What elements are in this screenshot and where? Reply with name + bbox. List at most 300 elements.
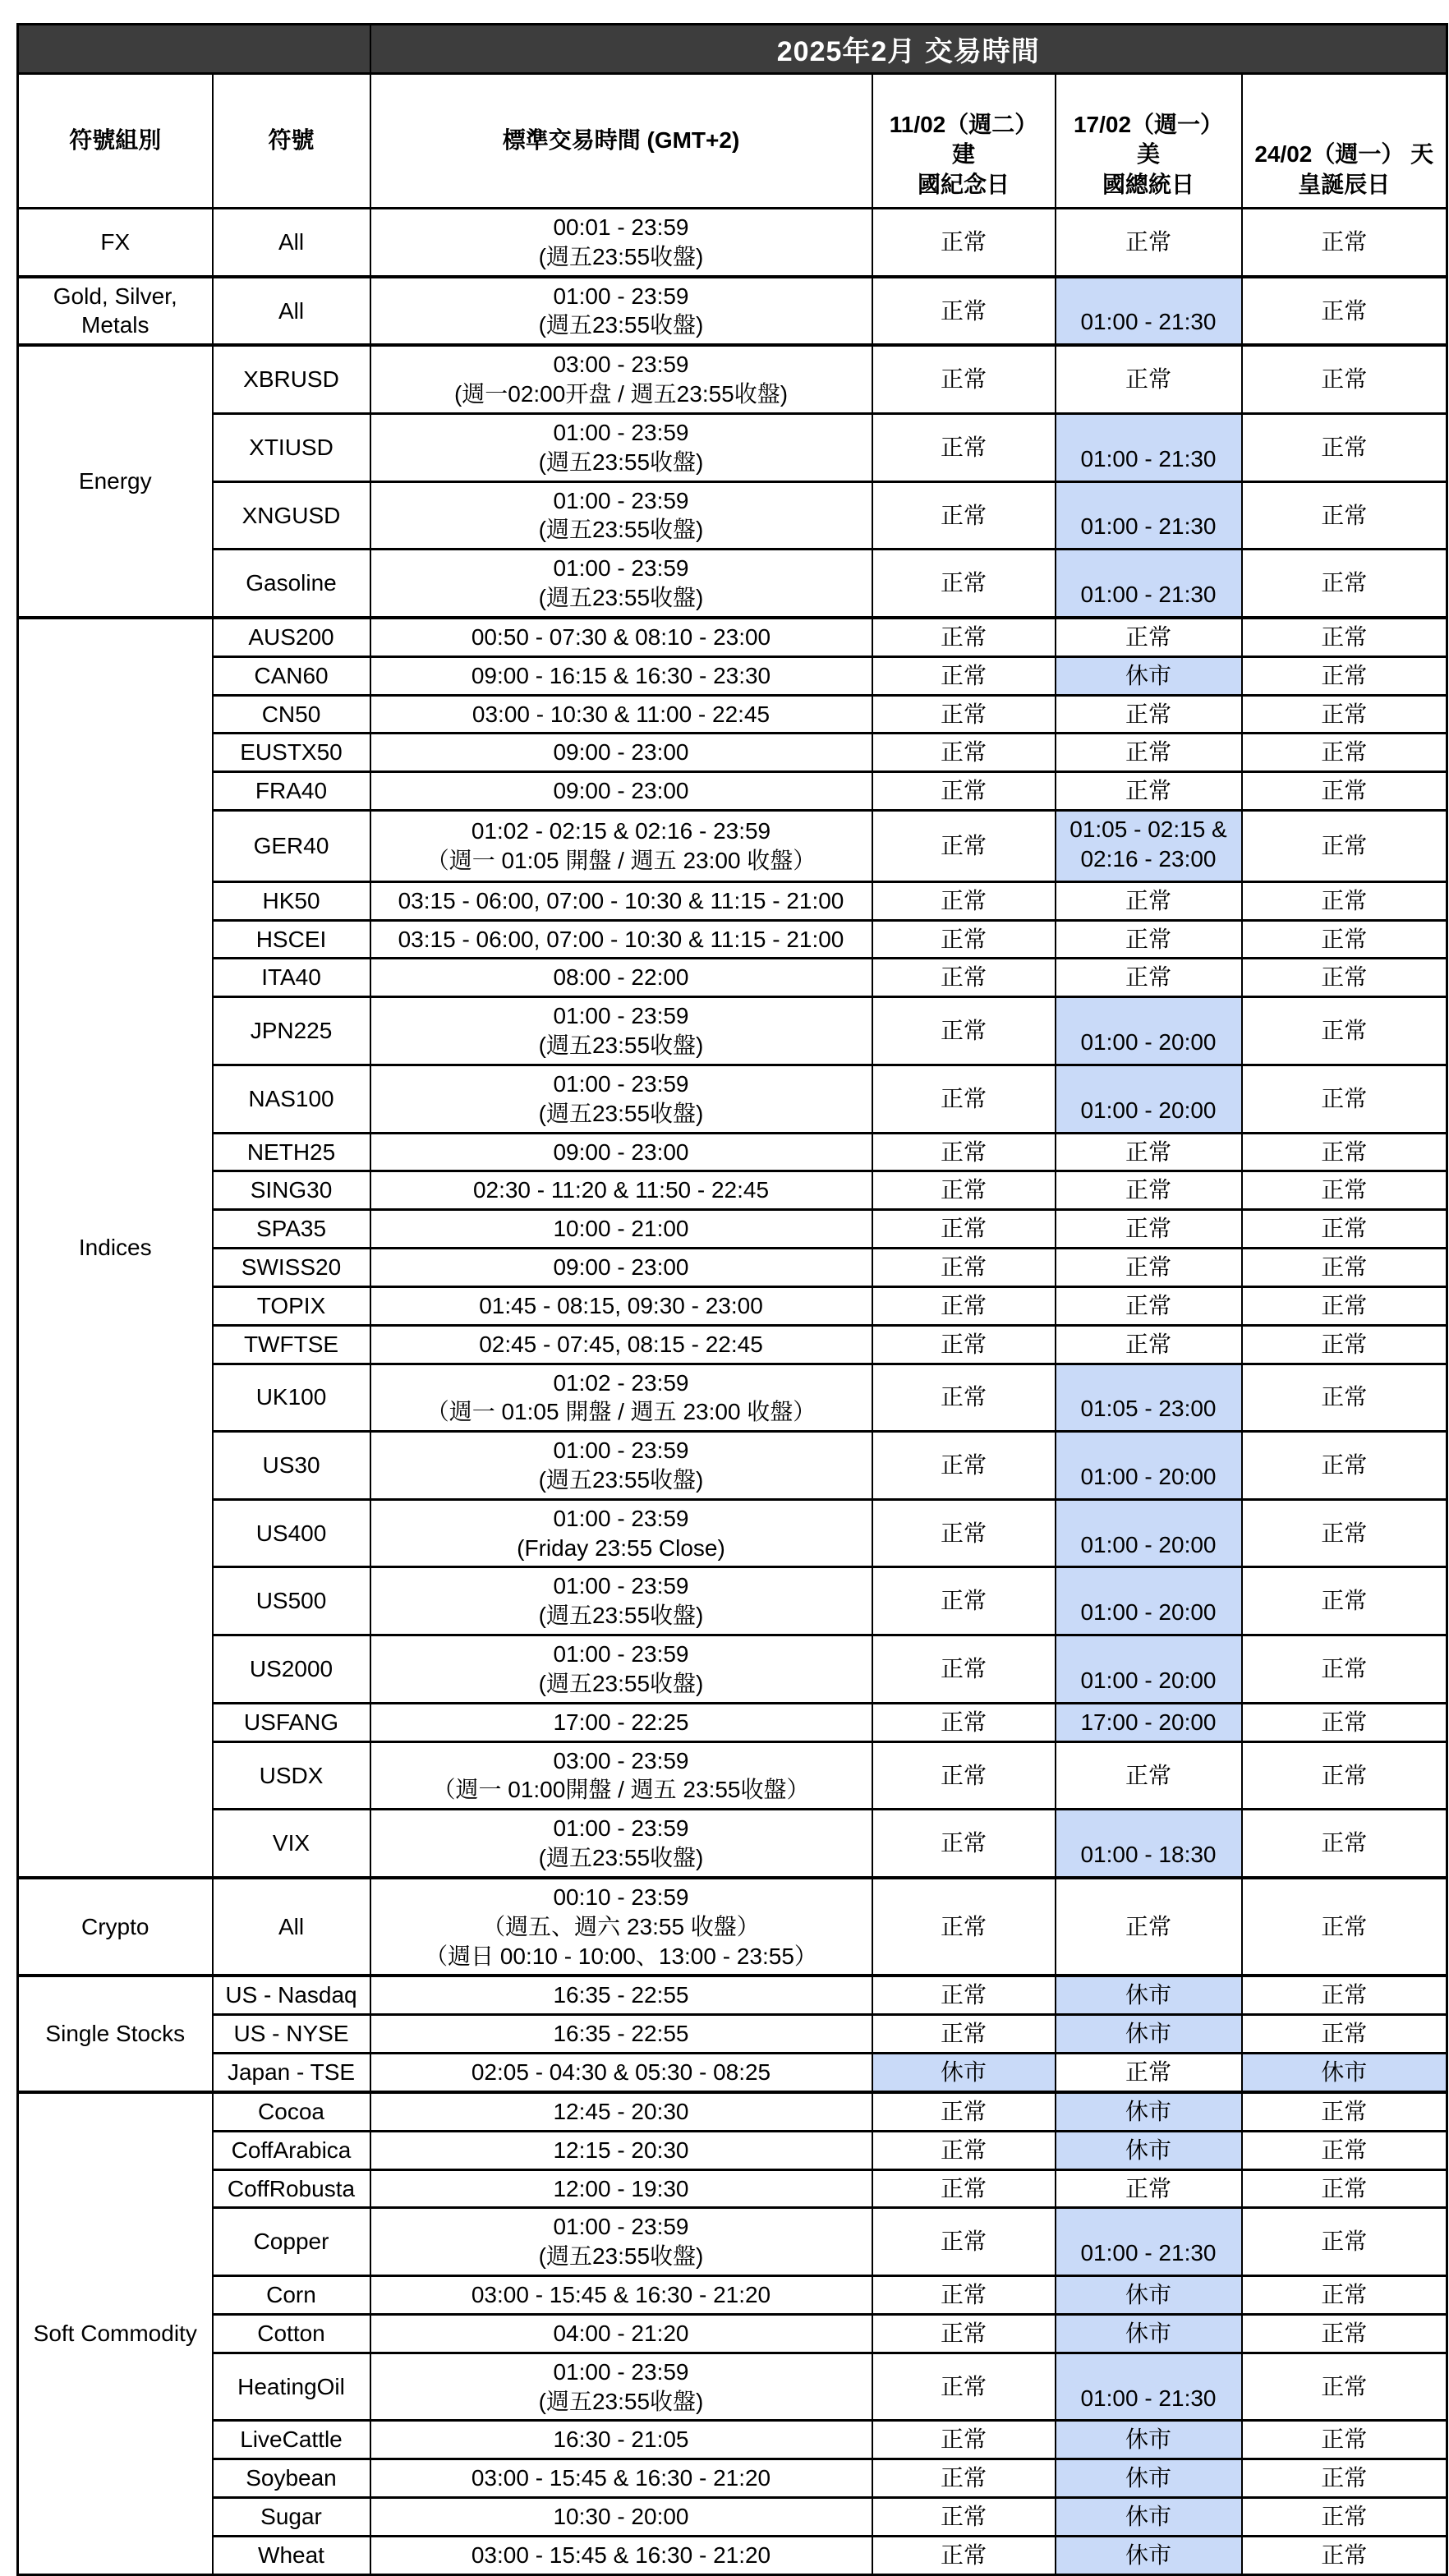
table-row (18, 1810, 1447, 1878)
table-row (18, 413, 1447, 481)
holiday-status-cell (1056, 2498, 1242, 2537)
text-line: 16:30 - 21:05 (553, 2426, 689, 2453)
text-line: (週五23:55收盤) (538, 243, 704, 269)
text-line: 正常 (940, 1520, 987, 1546)
symbol-cell: SWISS20 (213, 1249, 370, 1287)
holiday-status-cell (1056, 209, 1242, 277)
symbol-cell: US400 (213, 1499, 370, 1567)
table-row (18, 1133, 1447, 1171)
text-line: (週五23:55收盤) (538, 1033, 704, 1059)
text-line: 正常 (940, 778, 987, 804)
holiday-status-cell (872, 1976, 1056, 2014)
hours-cell (370, 2498, 872, 2537)
text-line: 正常 (940, 2098, 987, 2124)
holiday-status-cell (1242, 2536, 1447, 2574)
hours-cell (370, 2015, 872, 2054)
text-line: 正常 (940, 832, 987, 858)
symbol-cell: US30 (213, 1432, 370, 1500)
holiday-status-cell (1242, 618, 1447, 656)
table-row (18, 2314, 1447, 2353)
holiday-status-cell (1242, 1976, 1447, 2014)
text-line: 正常 (940, 1216, 987, 1242)
holiday-status-cell (1242, 2092, 1447, 2131)
table-row (18, 1635, 1447, 1704)
hours-cell (370, 2459, 872, 2498)
holiday-status-cell (872, 811, 1056, 882)
text-line: 正常 (1321, 1520, 1368, 1546)
text-line: 01:00 - 21:30 (1080, 582, 1217, 608)
text-line: 正常 (1321, 2229, 1368, 2255)
column-header-row (18, 74, 1447, 209)
text-line: 正常 (940, 502, 987, 528)
text-line: 正常 (1321, 1331, 1368, 1357)
holiday-status-cell (1056, 1810, 1242, 1878)
hours-cell (370, 618, 872, 656)
text-line: 03:00 - 23:59 (553, 352, 689, 378)
text-line: 皇誕辰日 (1298, 171, 1391, 197)
holiday-status-cell (1056, 695, 1242, 734)
table-row (18, 1567, 1447, 1635)
table-row (18, 811, 1447, 882)
text-line: 正常 (1321, 1709, 1368, 1735)
holiday-status-cell (1242, 2421, 1447, 2459)
text-line: 正常 (940, 662, 987, 688)
hours-cell (370, 550, 872, 618)
holiday-status-cell (872, 1286, 1056, 1325)
holiday-status-cell (872, 2498, 1056, 2537)
holiday-status-cell (1056, 618, 1242, 656)
table-row (18, 695, 1447, 734)
text-line: 01:00 - 23:59 (553, 1070, 689, 1097)
text-line: 正常 (1321, 2465, 1368, 2491)
symbol-cell: TOPIX (213, 1286, 370, 1325)
holiday-status-cell (1242, 1567, 1447, 1635)
holiday-status-cell (872, 997, 1056, 1065)
hours-cell (370, 1432, 872, 1500)
text-line: 00:50 - 07:30 & 08:10 - 23:00 (471, 623, 771, 650)
hours-cell (370, 2536, 872, 2574)
text-line: （週一 01:00開盤 / 週五 23:55收盤） (432, 1777, 810, 1803)
hours-cell (370, 734, 872, 772)
text-line: 正常 (1321, 662, 1368, 688)
text-line: 正常 (940, 2426, 987, 2453)
text-line: 正常 (1321, 297, 1368, 324)
text-line: 02:45 - 07:45, 08:15 - 22:45 (479, 1331, 763, 1357)
table-row (18, 2353, 1447, 2421)
holiday-status-cell (1056, 1210, 1242, 1249)
holiday-status-cell (1056, 1364, 1242, 1432)
holiday-status-cell (872, 1249, 1056, 1287)
holiday-status-cell (1242, 1432, 1447, 1500)
text-line: 正常 (1321, 1982, 1368, 2008)
text-line: 01:02 - 23:59 (553, 1369, 689, 1396)
text-line: 國紀念日 (917, 171, 1010, 197)
symbol-cell: All (213, 277, 370, 346)
table-row (18, 2208, 1447, 2276)
text-line: 正常 (940, 2465, 987, 2491)
holiday-status-cell (1242, 881, 1447, 920)
page-title: 2025年2月 交易時間 (776, 36, 1040, 67)
text-line: 正常 (1321, 2282, 1368, 2308)
text-line: 休市 (1125, 2098, 1171, 2124)
text-line: 正常 (1321, 1762, 1368, 1788)
hours-cell (370, 1810, 872, 1878)
text-line: 正常 (1125, 739, 1171, 766)
text-line: 正常 (1125, 2175, 1171, 2201)
text-line: 正常 (940, 1762, 987, 1788)
holiday-status-cell (1056, 997, 1242, 1065)
holiday-status-cell (1242, 1286, 1447, 1325)
text-line: 03:00 - 10:30 & 11:00 - 22:45 (472, 701, 770, 727)
holiday-status-cell (1056, 959, 1242, 997)
text-line: 正常 (1321, 1830, 1368, 1856)
text-line: 11/02（週二） 建 (889, 111, 1038, 168)
holiday-status-cell (872, 413, 1056, 481)
table-body (18, 209, 1447, 2575)
symbol-cell: GER40 (213, 811, 370, 882)
text-line: 正常 (1125, 887, 1171, 913)
hours-cell (370, 277, 872, 346)
holiday-status-cell (872, 1741, 1056, 1810)
holiday-status-cell (872, 1171, 1056, 1210)
holiday-status-cell (1056, 2353, 1242, 2421)
text-line: 01:00 - 23:59 (553, 2214, 689, 2240)
table-row (18, 1325, 1447, 1364)
text-line: (週五23:55收盤) (538, 1466, 704, 1493)
symbol-cell: HK50 (213, 881, 370, 920)
title-spacer-cell (18, 25, 370, 74)
table-row (18, 881, 1447, 920)
text-line: 16:35 - 22:55 (553, 2021, 689, 2047)
text-line: 正常 (1321, 2426, 1368, 2453)
text-line: 正常 (1321, 2137, 1368, 2163)
text-line: 正常 (1125, 228, 1171, 255)
text-line: 正常 (940, 2373, 987, 2399)
hours-cell (370, 1635, 872, 1704)
text-line: 正常 (1125, 1177, 1171, 1203)
text-line: 正常 (1321, 2021, 1368, 2047)
holiday-status-cell (1242, 550, 1447, 618)
holiday-status-cell (1056, 656, 1242, 695)
table-row (18, 772, 1447, 811)
table-row (18, 1741, 1447, 1810)
symbol-cell: XTIUSD (213, 413, 370, 481)
holiday-status-cell (872, 1810, 1056, 1878)
hours-cell (370, 1741, 872, 1810)
table-row (18, 959, 1447, 997)
text-line: 01:00 - 21:30 (1080, 2385, 1217, 2411)
hours-cell (370, 1878, 872, 1976)
text-line: 正常 (940, 2137, 987, 2163)
text-line: 正常 (940, 1982, 987, 2008)
text-line: (週五23:55收盤) (538, 312, 704, 338)
table-row (18, 209, 1447, 277)
hours-cell (370, 1286, 872, 1325)
holiday-status-cell (1056, 1065, 1242, 1133)
text-line: 正常 (1321, 2542, 1368, 2568)
symbol-cell: UK100 (213, 1364, 370, 1432)
table-row (18, 618, 1447, 656)
symbol-cell: Cocoa (213, 2092, 370, 2131)
text-line: 00:10 - 23:59 (553, 1884, 689, 1910)
symbol-cell: XNGUSD (213, 481, 370, 550)
text-line: 正常 (940, 228, 987, 255)
holiday-status-cell (1242, 1133, 1447, 1171)
symbol-cell: USDX (213, 1741, 370, 1810)
holiday-status-cell (1056, 1567, 1242, 1635)
table-row (18, 656, 1447, 695)
text-line: 01:05 - 02:15 & (1070, 816, 1227, 843)
text-line: 正常 (1321, 1292, 1368, 1318)
hours-cell (370, 997, 872, 1065)
table-row (18, 997, 1447, 1065)
col-header-standard-hours: 標準交易時間 (GMT+2) (370, 74, 872, 209)
table-row (18, 1210, 1447, 1249)
symbol-cell: US2000 (213, 1635, 370, 1704)
holiday-status-cell (872, 2353, 1056, 2421)
text-line: 01:00 - 23:59 (553, 555, 689, 582)
holiday-status-cell (1056, 550, 1242, 618)
text-line: 正常 (1321, 778, 1368, 804)
text-line: 01:00 - 20:00 (1080, 1531, 1217, 1557)
text-line: (週五23:55收盤) (538, 448, 704, 475)
text-line: 正常 (1321, 1085, 1368, 1111)
holiday-status-cell (872, 1432, 1056, 1500)
hours-cell (370, 695, 872, 734)
text-line: 休市 (1125, 2426, 1171, 2453)
text-line: 正常 (940, 926, 987, 952)
holiday-status-cell (872, 1364, 1056, 1432)
group-cell: Soft Commodity (18, 2092, 213, 2574)
table-row (18, 2131, 1447, 2169)
text-line: 休市 (1125, 2320, 1171, 2346)
text-line: 正常 (1125, 1762, 1171, 1788)
symbol-cell: US500 (213, 1567, 370, 1635)
table-row (18, 2459, 1447, 2498)
table-row (18, 1499, 1447, 1567)
table-row (18, 1432, 1447, 1500)
text-line: （週五、週六 23:55 收盤） (482, 1913, 760, 1939)
text-line: 01:00 - 21:30 (1080, 2240, 1217, 2266)
group-cell: Gold, Silver, Metals (18, 277, 213, 346)
holiday-status-cell (1242, 1703, 1447, 1741)
text-line: (週五23:55收盤) (538, 1603, 704, 1629)
text-line: 08:00 - 22:00 (553, 964, 689, 991)
table-row (18, 1249, 1447, 1287)
text-line: 正常 (940, 2282, 987, 2308)
text-line: 正常 (1321, 1656, 1368, 1682)
text-line: 正常 (1321, 1913, 1368, 1939)
symbol-cell: HSCEI (213, 920, 370, 959)
hours-cell (370, 1249, 872, 1287)
hours-cell (370, 2421, 872, 2459)
holiday-status-cell (1242, 413, 1447, 481)
holiday-status-cell (1056, 1286, 1242, 1325)
text-line: 01:05 - 23:00 (1080, 1396, 1217, 1422)
hours-cell (370, 1567, 872, 1635)
text-line: （週一 01:05 開盤 / 週五 23:00 收盤） (426, 1399, 816, 1425)
hours-cell (370, 2314, 872, 2353)
hours-cell (370, 811, 872, 882)
text-line: 正常 (1321, 502, 1368, 528)
text-line: 正常 (1125, 366, 1171, 393)
holiday-status-cell (872, 1878, 1056, 1976)
hours-cell (370, 2169, 872, 2208)
symbol-cell: All (213, 209, 370, 277)
hours-cell (370, 2054, 872, 2092)
holiday-status-cell (872, 2459, 1056, 2498)
holiday-status-cell (872, 959, 1056, 997)
text-line: 正常 (940, 701, 987, 727)
group-cell: Crypto (18, 1878, 213, 1976)
text-line: 01:00 - 23:59 (553, 1641, 689, 1668)
text-line: 正常 (1321, 570, 1368, 596)
text-line: 00:01 - 23:59 (553, 214, 689, 240)
holiday-status-cell (1242, 1635, 1447, 1704)
holiday-status-cell (1056, 1325, 1242, 1364)
text-line: 01:00 - 23:59 (553, 1815, 689, 1842)
holiday-status-cell (1056, 2536, 1242, 2574)
holiday-status-cell (1056, 345, 1242, 413)
holiday-status-cell (872, 2131, 1056, 2169)
holiday-status-cell (1242, 656, 1447, 695)
text-line: 正常 (1321, 2373, 1368, 2399)
table-row (18, 277, 1447, 346)
holiday-status-cell (1056, 1499, 1242, 1567)
text-line: 正常 (1321, 1384, 1368, 1410)
hours-cell (370, 2276, 872, 2315)
text-line: (Friday 23:55 Close) (517, 1534, 725, 1561)
title-row (18, 25, 1447, 74)
hours-cell (370, 481, 872, 550)
text-line: 正常 (940, 2021, 987, 2047)
text-line: 01:00 - 18:30 (1080, 1842, 1217, 1868)
holiday-status-cell (1242, 2276, 1447, 2315)
text-line: 正常 (1125, 1331, 1171, 1357)
holiday-status-cell (872, 695, 1056, 734)
hours-cell (370, 345, 872, 413)
text-line: 01:00 - 23:59 (553, 2358, 689, 2385)
table-row (18, 481, 1447, 550)
holiday-status-cell (1056, 2208, 1242, 2276)
text-line: 正常 (940, 2229, 987, 2255)
table-row (18, 2054, 1447, 2092)
text-line: 正常 (1321, 2098, 1368, 2124)
symbol-cell: CN50 (213, 695, 370, 734)
holiday-status-cell (1242, 2169, 1447, 2208)
symbol-cell: Copper (213, 2208, 370, 2276)
text-line: 01:00 - 21:30 (1080, 513, 1217, 540)
text-line: 正常 (1125, 701, 1171, 727)
text-line: 正常 (940, 1018, 987, 1044)
text-line: 正常 (1125, 1292, 1171, 1318)
holiday-status-cell (1242, 277, 1447, 346)
text-line: 01:00 - 21:30 (1080, 309, 1217, 335)
holiday-status-cell (1242, 2353, 1447, 2421)
holiday-status-cell (872, 1133, 1056, 1171)
text-line: 01:45 - 08:15, 09:30 - 23:00 (479, 1292, 763, 1318)
col-header-symbol: 符號 (213, 74, 370, 209)
col-header-holiday-2 (1056, 74, 1242, 209)
text-line: 正常 (1321, 228, 1368, 255)
text-line: 正常 (1321, 623, 1368, 650)
group-cell: Single Stocks (18, 1976, 213, 2091)
holiday-status-cell (872, 1210, 1056, 1249)
hours-cell (370, 1171, 872, 1210)
table-title-cell (370, 25, 1447, 74)
table-row (18, 2015, 1447, 2054)
hours-cell (370, 2131, 872, 2169)
symbol-cell: CAN60 (213, 656, 370, 695)
text-line: 01:00 - 23:59 (553, 419, 689, 445)
text-line: 正常 (940, 623, 987, 650)
holiday-status-cell (1242, 1499, 1447, 1567)
holiday-status-cell (872, 2276, 1056, 2315)
hours-cell (370, 2092, 872, 2131)
symbol-cell: ITA40 (213, 959, 370, 997)
text-line: 休市 (940, 2059, 987, 2086)
text-line: 03:00 - 15:45 & 16:30 - 21:20 (471, 2542, 771, 2568)
table-row (18, 550, 1447, 618)
symbol-cell: Sugar (213, 2498, 370, 2537)
text-line: 正常 (940, 2320, 987, 2346)
holiday-status-cell (1056, 1249, 1242, 1287)
holiday-status-cell (1056, 1432, 1242, 1500)
holiday-status-cell (1056, 1741, 1242, 1810)
text-line: 17/02（週一） 美 (1073, 111, 1224, 168)
table-row (18, 1703, 1447, 1741)
holiday-status-cell (1242, 695, 1447, 734)
text-line: 01:00 - 20:00 (1080, 1599, 1217, 1626)
hours-cell (370, 2208, 872, 2276)
text-line: 03:00 - 23:59 (553, 1747, 689, 1773)
symbol-cell: JPN225 (213, 997, 370, 1065)
holiday-status-cell (1056, 2459, 1242, 2498)
table-row (18, 2169, 1447, 2208)
table-row (18, 2536, 1447, 2574)
holiday-status-cell (1056, 1171, 1242, 1210)
table-row (18, 2421, 1447, 2459)
text-line: 09:00 - 23:00 (553, 739, 689, 766)
holiday-status-cell (872, 209, 1056, 277)
symbol-cell: XBRUSD (213, 345, 370, 413)
holiday-status-cell (1242, 1210, 1447, 1249)
text-line: 正常 (1321, 1452, 1368, 1479)
holiday-status-cell (872, 1499, 1056, 1567)
text-line: 正常 (940, 1709, 987, 1735)
holiday-status-cell (1242, 1065, 1447, 1133)
table-row (18, 734, 1447, 772)
hours-cell (370, 1065, 872, 1133)
holiday-status-cell (1056, 413, 1242, 481)
symbol-cell: SING30 (213, 1171, 370, 1210)
table-row (18, 1171, 1447, 1210)
table-row (18, 1364, 1447, 1432)
text-line: 正常 (940, 1138, 987, 1165)
holiday-status-cell (1056, 1133, 1242, 1171)
text-line: （週一 01:05 開盤 / 週五 23:00 收盤） (426, 847, 816, 873)
holiday-status-cell (1056, 734, 1242, 772)
text-line: 正常 (1321, 887, 1368, 913)
table-row (18, 2276, 1447, 2315)
symbol-cell: Wheat (213, 2536, 370, 2574)
col-header-symbol-group: 符號組別 (18, 74, 213, 209)
text-line: 01:00 - 23:59 (553, 1003, 689, 1029)
text-line: 休市 (1125, 2282, 1171, 2308)
text-line: 休市 (1125, 2504, 1171, 2529)
text-line: 02:16 - 23:00 (1080, 845, 1217, 872)
holiday-status-cell (1242, 2054, 1447, 2092)
